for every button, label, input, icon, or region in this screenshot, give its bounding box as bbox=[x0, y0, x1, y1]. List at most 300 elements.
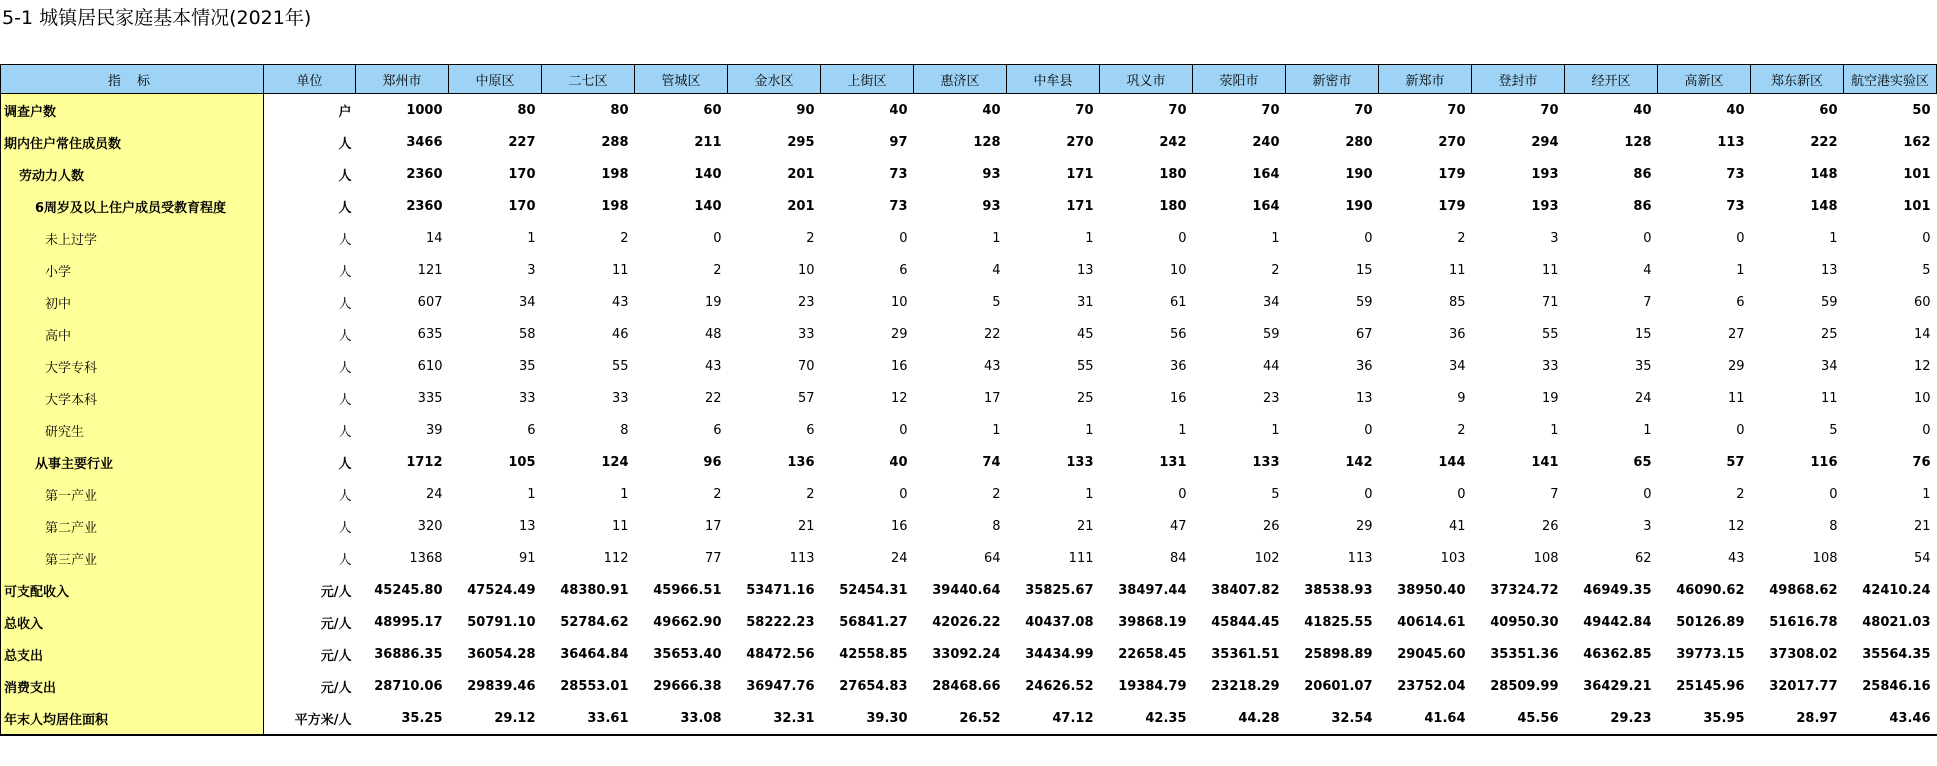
cell-value: 105 bbox=[508, 454, 536, 470]
table-row bbox=[1, 542, 1937, 574]
cell-value: 1 bbox=[1085, 422, 1094, 438]
cell-value: 67 bbox=[1355, 326, 1373, 342]
cell-value: 93 bbox=[982, 198, 1001, 214]
cell-value: 55 bbox=[1076, 358, 1094, 374]
table-row bbox=[1, 478, 1937, 510]
cell-value: 40 bbox=[1633, 102, 1652, 118]
cell-value: 26 bbox=[1541, 518, 1559, 534]
row-unit: 人 bbox=[338, 360, 352, 376]
header-indicator: 指 标 bbox=[1, 65, 264, 94]
cell-value: 33.08 bbox=[635, 702, 728, 735]
cell-value: 148 bbox=[1810, 198, 1838, 214]
cell-value: 42558.85 bbox=[839, 646, 908, 662]
cell-value: 14 bbox=[425, 230, 443, 246]
cell-value: 193 bbox=[1531, 166, 1559, 182]
cell-value: 35564.35 bbox=[1862, 646, 1931, 662]
cell-value: 42026.22 bbox=[932, 614, 1001, 630]
cell-value: 14 bbox=[1913, 326, 1931, 342]
cell-value: 320 bbox=[417, 518, 443, 534]
cell-value: 12 bbox=[1913, 358, 1931, 374]
cell-value: 23 bbox=[1262, 390, 1280, 406]
cell-value: 1 bbox=[992, 230, 1001, 246]
cell-value: 162 bbox=[1903, 134, 1931, 150]
cell-value: 15 bbox=[1355, 262, 1373, 278]
cell-value: 37324.72 bbox=[1490, 582, 1559, 598]
cell-value: 61 bbox=[1169, 294, 1187, 310]
cell-value: 44 bbox=[1262, 358, 1280, 374]
cell-value: 91 bbox=[518, 550, 536, 566]
cell-value: 211 bbox=[694, 134, 722, 150]
cell-value: 0 bbox=[1829, 486, 1838, 502]
cell-value: 2 bbox=[1271, 262, 1280, 278]
cell-value: 55 bbox=[611, 358, 629, 374]
cell-value: 2 bbox=[713, 262, 722, 278]
cell-value: 40950.30 bbox=[1490, 614, 1559, 630]
cell-value: 121 bbox=[417, 262, 443, 278]
cell-value: 35.95 bbox=[1658, 702, 1751, 735]
statistics-table bbox=[0, 64, 1937, 736]
row-unit: 人 bbox=[338, 520, 352, 536]
cell-value: 24626.52 bbox=[1025, 678, 1094, 694]
row-label: 劳动力人数 bbox=[1, 158, 264, 190]
cell-value: 35 bbox=[1634, 358, 1652, 374]
table-row bbox=[1, 510, 1937, 542]
cell-value: 73 bbox=[889, 166, 908, 182]
cell-value: 140 bbox=[694, 166, 722, 182]
cell-value: 77 bbox=[704, 550, 722, 566]
cell-value: 198 bbox=[601, 166, 629, 182]
cell-value: 49868.62 bbox=[1769, 582, 1838, 598]
header-unit: 单位 bbox=[264, 65, 356, 94]
row-label: 大学本科 bbox=[1, 382, 264, 414]
cell-value: 0 bbox=[1922, 422, 1931, 438]
table-row bbox=[1, 190, 1937, 222]
cell-value: 33 bbox=[611, 390, 629, 406]
cell-value: 11 bbox=[611, 262, 629, 278]
cell-value: 48380.91 bbox=[560, 582, 629, 598]
cell-value: 40 bbox=[1726, 102, 1745, 118]
cell-value: 170 bbox=[508, 166, 536, 182]
cell-value: 37308.02 bbox=[1769, 646, 1838, 662]
cell-value: 1 bbox=[1922, 486, 1931, 502]
table-row bbox=[1, 254, 1937, 286]
cell-value: 43 bbox=[611, 294, 629, 310]
row-label: 高中 bbox=[1, 318, 264, 350]
row-unit: 元/人 bbox=[320, 648, 352, 664]
cell-value: 34 bbox=[518, 294, 536, 310]
cell-value: 140 bbox=[694, 198, 722, 214]
header-region: 中原区 bbox=[449, 65, 542, 94]
cell-value: 45245.80 bbox=[374, 582, 443, 598]
row-label: 第三产业 bbox=[1, 542, 264, 574]
row-label: 从事主要行业 bbox=[1, 446, 264, 478]
cell-value: 5 bbox=[1922, 262, 1931, 278]
cell-value: 607 bbox=[417, 294, 443, 310]
cell-value: 102 bbox=[1254, 550, 1280, 566]
table-row bbox=[1, 670, 1937, 702]
cell-value: 1 bbox=[1643, 422, 1652, 438]
cell-value: 11 bbox=[1448, 262, 1466, 278]
cell-value: 29666.38 bbox=[653, 678, 722, 694]
cell-value: 85 bbox=[1448, 294, 1466, 310]
cell-value: 11 bbox=[1727, 390, 1745, 406]
cell-value: 7 bbox=[1643, 294, 1652, 310]
cell-value: 2 bbox=[992, 486, 1001, 502]
cell-value: 35 bbox=[518, 358, 536, 374]
cell-value: 190 bbox=[1345, 198, 1373, 214]
cell-value: 60 bbox=[1913, 294, 1931, 310]
cell-value: 36054.28 bbox=[467, 646, 536, 662]
cell-value: 86 bbox=[1633, 198, 1652, 214]
cell-value: 28468.66 bbox=[932, 678, 1001, 694]
cell-value: 36 bbox=[1355, 358, 1373, 374]
cell-value: 170 bbox=[508, 198, 536, 214]
cell-value: 1 bbox=[1085, 486, 1094, 502]
cell-value: 57 bbox=[1726, 454, 1745, 470]
cell-value: 242 bbox=[1159, 134, 1187, 150]
cell-value: 1 bbox=[1085, 230, 1094, 246]
cell-value: 97 bbox=[889, 134, 908, 150]
cell-value: 25 bbox=[1820, 326, 1838, 342]
row-label: 未上过学 bbox=[1, 222, 264, 254]
cell-value: 46 bbox=[611, 326, 629, 342]
cell-value: 133 bbox=[1066, 454, 1094, 470]
row-unit: 元/人 bbox=[320, 680, 352, 696]
table-row bbox=[1, 382, 1937, 414]
cell-value: 0 bbox=[1364, 486, 1373, 502]
cell-value: 1 bbox=[1271, 230, 1280, 246]
cell-value: 17 bbox=[704, 518, 722, 534]
cell-value: 270 bbox=[1438, 134, 1466, 150]
cell-value: 16 bbox=[890, 518, 908, 534]
cell-value: 19384.79 bbox=[1118, 678, 1187, 694]
cell-value: 12 bbox=[1727, 518, 1745, 534]
row-label: 6周岁及以上住户成员受教育程度 bbox=[1, 190, 264, 222]
cell-value: 13 bbox=[1820, 262, 1838, 278]
cell-value: 10 bbox=[1169, 262, 1187, 278]
header-region: 管城区 bbox=[635, 65, 728, 94]
cell-value: 46090.62 bbox=[1676, 582, 1745, 598]
cell-value: 45 bbox=[1076, 326, 1094, 342]
cell-value: 22 bbox=[704, 390, 722, 406]
cell-value: 0 bbox=[1364, 422, 1373, 438]
cell-value: 25898.89 bbox=[1304, 646, 1373, 662]
cell-value: 3 bbox=[1550, 230, 1559, 246]
row-label: 消费支出 bbox=[1, 670, 264, 702]
cell-value: 52784.62 bbox=[560, 614, 629, 630]
cell-value: 60 bbox=[703, 102, 722, 118]
cell-value: 113 bbox=[1717, 134, 1745, 150]
cell-value: 46949.35 bbox=[1583, 582, 1652, 598]
cell-value: 70 bbox=[1447, 102, 1466, 118]
header-region: 惠济区 bbox=[914, 65, 1007, 94]
cell-value: 108 bbox=[1533, 550, 1559, 566]
cell-value: 10 bbox=[1913, 390, 1931, 406]
cell-value: 136 bbox=[787, 454, 815, 470]
cell-value: 39440.64 bbox=[932, 582, 1001, 598]
cell-value: 1 bbox=[620, 486, 629, 502]
row-unit: 人 bbox=[338, 200, 352, 216]
cell-value: 47 bbox=[1169, 518, 1187, 534]
cell-value: 29.23 bbox=[1565, 702, 1658, 735]
cell-value: 59 bbox=[1820, 294, 1838, 310]
row-unit: 人 bbox=[338, 552, 352, 568]
cell-value: 28509.99 bbox=[1490, 678, 1559, 694]
cell-value: 295 bbox=[787, 134, 815, 150]
row-label: 总支出 bbox=[1, 638, 264, 670]
cell-value: 27 bbox=[1727, 326, 1745, 342]
cell-value: 1 bbox=[1271, 422, 1280, 438]
row-unit: 人 bbox=[338, 456, 352, 472]
cell-value: 50791.10 bbox=[467, 614, 536, 630]
cell-value: 112 bbox=[603, 550, 629, 566]
cell-value: 6 bbox=[1736, 294, 1745, 310]
header-region: 上街区 bbox=[821, 65, 914, 94]
cell-value: 240 bbox=[1252, 134, 1280, 150]
cell-value: 131 bbox=[1159, 454, 1187, 470]
cell-value: 90 bbox=[796, 102, 815, 118]
cell-value: 294 bbox=[1531, 134, 1559, 150]
cell-value: 44.28 bbox=[1193, 702, 1286, 735]
cell-value: 84 bbox=[1169, 550, 1187, 566]
cell-value: 190 bbox=[1345, 166, 1373, 182]
cell-value: 16 bbox=[890, 358, 908, 374]
cell-value: 29 bbox=[1727, 358, 1745, 374]
cell-value: 62 bbox=[1634, 550, 1652, 566]
cell-value: 43 bbox=[1727, 550, 1745, 566]
header-region: 登封市 bbox=[1472, 65, 1565, 94]
cell-value: 39 bbox=[425, 422, 443, 438]
header-region: 中牟县 bbox=[1007, 65, 1100, 94]
row-label: 研究生 bbox=[1, 414, 264, 446]
cell-value: 45966.51 bbox=[653, 582, 722, 598]
header-region: 新密市 bbox=[1286, 65, 1379, 94]
cell-value: 201 bbox=[787, 198, 815, 214]
header-region: 二七区 bbox=[542, 65, 635, 94]
cell-value: 56841.27 bbox=[839, 614, 908, 630]
header-region: 郑州市 bbox=[356, 65, 449, 94]
cell-value: 40614.61 bbox=[1397, 614, 1466, 630]
cell-value: 47524.49 bbox=[467, 582, 536, 598]
cell-value: 71 bbox=[1541, 294, 1559, 310]
cell-value: 50 bbox=[1912, 102, 1931, 118]
cell-value: 33.61 bbox=[542, 702, 635, 735]
cell-value: 21 bbox=[1076, 518, 1094, 534]
cell-value: 36886.35 bbox=[374, 646, 443, 662]
header-region: 经开区 bbox=[1565, 65, 1658, 94]
cell-value: 16 bbox=[1169, 390, 1187, 406]
header-region: 荥阳市 bbox=[1193, 65, 1286, 94]
cell-value: 41825.55 bbox=[1304, 614, 1373, 630]
cell-value: 43.46 bbox=[1844, 702, 1937, 735]
cell-value: 70 bbox=[1261, 102, 1280, 118]
cell-value: 164 bbox=[1252, 198, 1280, 214]
row-unit: 人 bbox=[338, 424, 352, 440]
cell-value: 1 bbox=[1736, 262, 1745, 278]
cell-value: 24 bbox=[1634, 390, 1652, 406]
row-unit: 元/人 bbox=[320, 616, 352, 632]
cell-value: 0 bbox=[1643, 486, 1652, 502]
cell-value: 50126.89 bbox=[1676, 614, 1745, 630]
cell-value: 9 bbox=[1457, 390, 1466, 406]
cell-value: 29045.60 bbox=[1397, 646, 1466, 662]
table-row bbox=[1, 94, 1937, 127]
cell-value: 180 bbox=[1159, 198, 1187, 214]
header-region: 航空港实验区 bbox=[1844, 65, 1937, 94]
cell-value: 227 bbox=[508, 134, 536, 150]
cell-value: 80 bbox=[610, 102, 629, 118]
cell-value: 101 bbox=[1903, 198, 1931, 214]
cell-value: 26.52 bbox=[914, 702, 1007, 735]
cell-value: 70 bbox=[797, 358, 815, 374]
cell-value: 34 bbox=[1262, 294, 1280, 310]
cell-value: 2 bbox=[1457, 230, 1466, 246]
row-unit: 元/人 bbox=[320, 584, 352, 600]
row-label: 年末人均居住面积 bbox=[1, 702, 264, 735]
cell-value: 43 bbox=[983, 358, 1001, 374]
cell-value: 40 bbox=[982, 102, 1001, 118]
cell-value: 32017.77 bbox=[1769, 678, 1838, 694]
cell-value: 35351.36 bbox=[1490, 646, 1559, 662]
cell-value: 1 bbox=[527, 486, 536, 502]
cell-value: 12 bbox=[890, 390, 908, 406]
cell-value: 17 bbox=[983, 390, 1001, 406]
cell-value: 10 bbox=[890, 294, 908, 310]
cell-value: 610 bbox=[417, 358, 443, 374]
cell-value: 38950.40 bbox=[1397, 582, 1466, 598]
row-unit: 人 bbox=[338, 488, 352, 504]
cell-value: 32.31 bbox=[728, 702, 821, 735]
cell-value: 13 bbox=[1076, 262, 1094, 278]
cell-value: 13 bbox=[518, 518, 536, 534]
cell-value: 70 bbox=[1075, 102, 1094, 118]
cell-value: 25145.96 bbox=[1676, 678, 1745, 694]
cell-value: 133 bbox=[1252, 454, 1280, 470]
cell-value: 0 bbox=[1736, 422, 1745, 438]
header-region: 巩义市 bbox=[1100, 65, 1193, 94]
cell-value: 70 bbox=[1354, 102, 1373, 118]
cell-value: 6 bbox=[806, 422, 815, 438]
row-label: 小学 bbox=[1, 254, 264, 286]
cell-value: 164 bbox=[1252, 166, 1280, 182]
cell-value: 111 bbox=[1068, 550, 1094, 566]
header-region: 高新区 bbox=[1658, 65, 1751, 94]
cell-value: 2 bbox=[1457, 422, 1466, 438]
cell-value: 180 bbox=[1159, 166, 1187, 182]
cell-value: 635 bbox=[417, 326, 443, 342]
cell-value: 34 bbox=[1448, 358, 1466, 374]
cell-value: 23218.29 bbox=[1211, 678, 1280, 694]
cell-value: 35.25 bbox=[356, 702, 449, 735]
row-label: 初中 bbox=[1, 286, 264, 318]
table-row bbox=[1, 318, 1937, 350]
cell-value: 36429.21 bbox=[1583, 678, 1652, 694]
row-label: 总收入 bbox=[1, 606, 264, 638]
cell-value: 148 bbox=[1810, 166, 1838, 182]
cell-value: 3466 bbox=[406, 134, 443, 150]
cell-value: 22658.45 bbox=[1118, 646, 1187, 662]
cell-value: 142 bbox=[1345, 454, 1373, 470]
table-row bbox=[1, 222, 1937, 254]
table-row bbox=[1, 414, 1937, 446]
cell-value: 29 bbox=[890, 326, 908, 342]
cell-value: 45.56 bbox=[1472, 702, 1565, 735]
cell-value: 19 bbox=[704, 294, 722, 310]
cell-value: 59 bbox=[1355, 294, 1373, 310]
cell-value: 73 bbox=[889, 198, 908, 214]
row-unit: 人 bbox=[338, 232, 352, 248]
cell-value: 73 bbox=[1726, 166, 1745, 182]
cell-value: 40 bbox=[889, 102, 908, 118]
table-row bbox=[1, 574, 1937, 606]
cell-value: 103 bbox=[1440, 550, 1466, 566]
cell-value: 171 bbox=[1066, 166, 1094, 182]
cell-value: 1 bbox=[1178, 422, 1187, 438]
cell-value: 13 bbox=[1355, 390, 1373, 406]
cell-value: 4 bbox=[1643, 262, 1652, 278]
cell-value: 42410.24 bbox=[1862, 582, 1931, 598]
cell-value: 33 bbox=[797, 326, 815, 342]
cell-value: 74 bbox=[982, 454, 1001, 470]
cell-value: 179 bbox=[1438, 198, 1466, 214]
row-label: 大学专科 bbox=[1, 350, 264, 382]
row-label: 第二产业 bbox=[1, 510, 264, 542]
cell-value: 58222.23 bbox=[746, 614, 815, 630]
cell-value: 1712 bbox=[406, 454, 443, 470]
cell-value: 3 bbox=[527, 262, 536, 278]
row-unit: 户 bbox=[338, 104, 352, 120]
cell-value: 28553.01 bbox=[560, 678, 629, 694]
row-label: 调查户数 bbox=[1, 94, 264, 127]
cell-value: 0 bbox=[899, 230, 908, 246]
cell-value: 0 bbox=[1736, 230, 1745, 246]
cell-value: 80 bbox=[517, 102, 536, 118]
row-label: 期内住户常住成员数 bbox=[1, 126, 264, 158]
cell-value: 57 bbox=[797, 390, 815, 406]
cell-value: 2 bbox=[806, 230, 815, 246]
cell-value: 70 bbox=[1540, 102, 1559, 118]
cell-value: 28.97 bbox=[1751, 702, 1844, 735]
cell-value: 222 bbox=[1810, 134, 1838, 150]
cell-value: 55 bbox=[1541, 326, 1559, 342]
cell-value: 2 bbox=[806, 486, 815, 502]
cell-value: 1000 bbox=[406, 102, 443, 118]
cell-value: 73 bbox=[1726, 198, 1745, 214]
cell-value: 0 bbox=[1643, 230, 1652, 246]
cell-value: 56 bbox=[1169, 326, 1187, 342]
row-unit: 人 bbox=[338, 392, 352, 408]
cell-value: 5 bbox=[1829, 422, 1838, 438]
cell-value: 6 bbox=[713, 422, 722, 438]
cell-value: 198 bbox=[601, 198, 629, 214]
cell-value: 93 bbox=[982, 166, 1001, 182]
cell-value: 32.54 bbox=[1286, 702, 1379, 735]
cell-value: 10 bbox=[797, 262, 815, 278]
cell-value: 124 bbox=[601, 454, 629, 470]
cell-value: 11 bbox=[1820, 390, 1838, 406]
cell-value: 36464.84 bbox=[560, 646, 629, 662]
cell-value: 21 bbox=[1913, 518, 1931, 534]
cell-value: 0 bbox=[713, 230, 722, 246]
table-row bbox=[1, 286, 1937, 318]
cell-value: 36947.76 bbox=[746, 678, 815, 694]
cell-value: 0 bbox=[1364, 230, 1373, 246]
cell-value: 36 bbox=[1169, 358, 1187, 374]
cell-value: 3 bbox=[1643, 518, 1652, 534]
cell-value: 33 bbox=[518, 390, 536, 406]
cell-value: 7 bbox=[1550, 486, 1559, 502]
cell-value: 193 bbox=[1531, 198, 1559, 214]
